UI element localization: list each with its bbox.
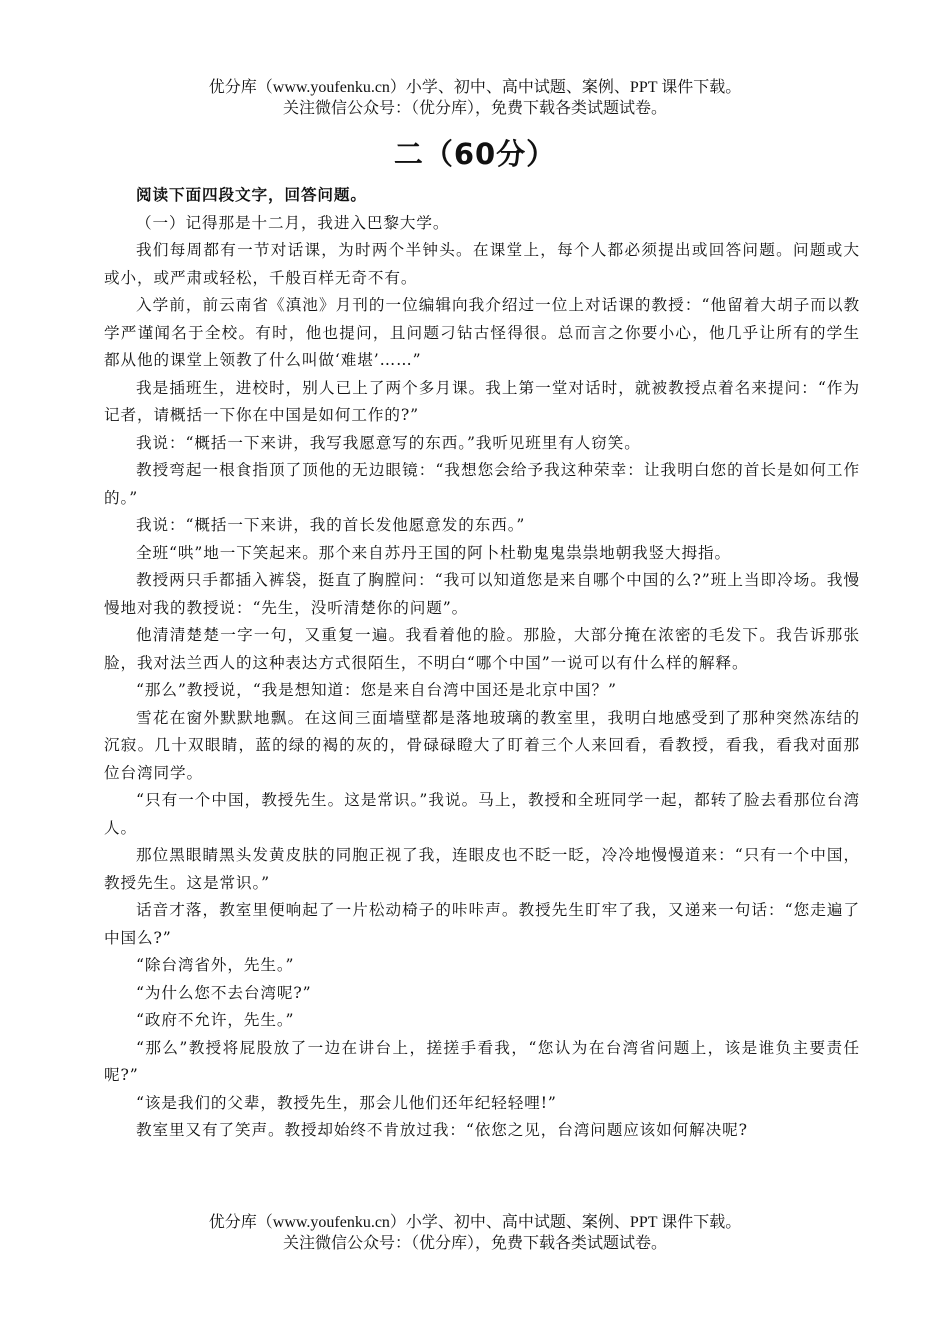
paragraph-9: 教授两只手都插入裤袋，挺直了胸膛问：“我可以知道您是来自哪个中国的么?”班上当即冷场。我慢慢地对我的教授说：“先生，没听清楚你的问题”。	[104, 571, 860, 617]
paragraph-20: “该是我们的父辈，教授先生，那会儿他们还年纪轻轻哩!”	[136, 1093, 557, 1112]
paragraph-14: 那位黑眼睛黑头发黄皮肤的同胞正视了我，连眼皮也不眨一眨，冷冷地慢慢道来：“只有一个中国，教授先生。这是常识。”	[104, 846, 860, 892]
paragraph-19: “那么”教授将屁股放了一边在讲台上，搓搓手看我，“您认为在台湾省问题上，该是谁负主要责任呢?”	[104, 1038, 860, 1084]
paragraph-21: 教室里又有了笑声。教授却始终不肯放过我：“依您之见，台湾问题应该如何解决呢?	[136, 1121, 748, 1139]
paragraph-16: “除台湾省外，先生。”	[136, 956, 295, 974]
paragraph-4: 我是插班生，进校时，别人已上了两个多月课。我上第一堂对话时，就被教授点着名来提问：“作为记者，请概括一下你在中国是如何工作的?”	[104, 378, 860, 424]
paragraph-11: “那么”教授说，“我是想知道：您是来自台湾中国还是北京中国？”	[136, 681, 617, 699]
footer-line-2: 关注微信公众号：（优分库），免费下载各类试题试卷。	[282, 1235, 667, 1252]
section-title: 二（60分）	[393, 137, 557, 171]
paragraph-2: 我们每周都有一节对话课，为时两个半钟头。在课堂上，每个人都必须提出或回答问题。问题或大或小，或严肃或轻松，千般百样无奇不有。	[104, 241, 860, 287]
paragraph-15: 话音才落，教室里便响起了一片松动椅子的咔咔声。教授先生盯牢了我，又递来一句话：“您走遍了中国么?”	[104, 901, 860, 947]
paragraph-12: 雪花在窗外默默地飘。在这间三面墙壁都是落地玻璃的教室里，我明白地感受到了那种突然冻结的沉寂。几十双眼睛，蓝的绿的褐的灰的，骨碌碌瞪大了盯着三个人来回看，看教授，看我，看我对面那位台湾同学。	[104, 708, 860, 782]
paragraph-5: 我说：“概括一下来讲，我写我愿意写的东西。”我听见班里有人窃笑。	[136, 433, 641, 452]
paragraph-1: （一）记得那是十二月，我进入巴黎大学。	[136, 213, 450, 232]
footer-line-1: 优分库（www.youfenku.cn）小学、初中、高中试题、案例、PPT 课件下载。	[208, 1214, 742, 1231]
page-header	[0, 77, 950, 119]
reading-instruction: 阅读下面四段文字，回答问题。	[136, 186, 367, 204]
paragraph-13: “只有一个中国，教授先生。这是常识。”我说。马上，教授和全班同学一起，都转了脸去看那位台湾人。	[104, 791, 860, 837]
paragraph-7: 我说：“概括一下来讲，我的首长发他愿意发的东西。”	[136, 516, 526, 534]
paragraph-10: 他清清楚楚一字一句，又重复一遍。我看着他的脸。那脸，大部分掩在浓密的毛发下。我告诉那张脸，我对法兰西人的这种表达方式很陌生，不明白“哪个中国”一说可以有什么样的解释。	[104, 626, 860, 672]
document-body	[104, 182, 860, 1145]
header-line-2: 关注微信公众号：（优分库），免费下载各类试题试卷。	[282, 100, 667, 117]
paragraph-6: 教授弯起一根食指顶了顶他的无边眼镜：“我想您会给予我这种荣幸：让我明白您的首长是如何工作的。”	[104, 461, 860, 507]
paragraph-8: 全班“哄”地一下笑起来。那个来自苏丹王国的阿卜杜勒鬼鬼祟祟地朝我竖大拇指。	[136, 543, 732, 562]
paragraph-3: 入学前，前云南省《滇池》月刊的一位编辑向我介绍过一位上对话课的教授：“他留着大胡子而以教学严谨闻名于全校。有时，他也提问，且问题刁钻古怪得很。总而言之你要小心，他几乎让所有的学生都从他的课堂上领教了什么叫做‘难堪’……”	[104, 296, 860, 369]
paragraph-17: “为什么您不去台湾呢?”	[136, 983, 312, 1002]
header-line-1: 优分库（www.youfenku.cn）小学、初中、高中试题、案例、PPT 课件下载。	[208, 79, 742, 96]
page-footer	[0, 1212, 950, 1254]
paragraph-18: “政府不允许，先生。”	[136, 1011, 295, 1029]
